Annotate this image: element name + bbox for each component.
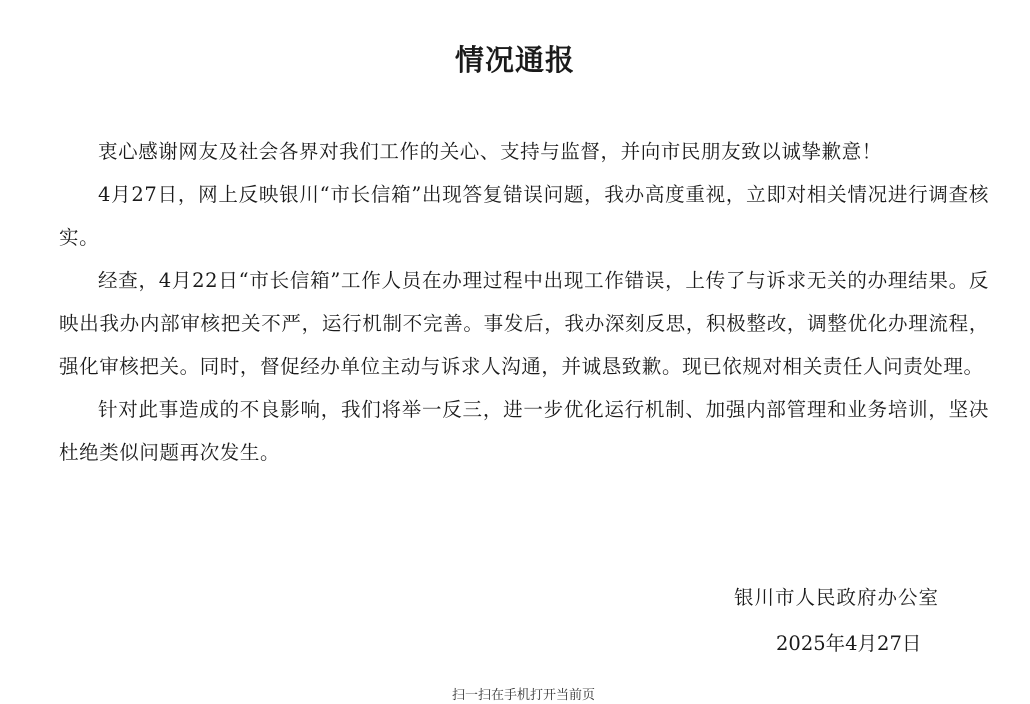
paragraph-4: 针对此事造成的不良影响，我们将举一反三，进一步优化运行机制、加强内部管理和业务培训，坚决杜绝类似问题再次发生。 (59, 398, 989, 464)
document-title: 情况通报 (454, 43, 575, 77)
paragraph-3: 经查，4月22日“市长信箱”工作人员在办理过程中出现工作错误，上传了与诉求无关的办理结果。反映出我办内部审核把关不严，运行机制不完善。事发后，我办深刻反思，积极整改，调整优化办理流程，强化审核把关。同时，督促经办单位主动与诉求人沟通，并诚恳致歉。现已依规对相关责任人问责处理。 (59, 269, 989, 378)
paragraph-1: 衷心感谢网友及社会各界对我们工作的关心、支持与监督，并向市民朋友致以诚挚歉意！ (98, 140, 882, 163)
paragraph-2: 4月27日，网上反映银川“市长信箱”出现答复错误问题，我办高度重视，立即对相关情况进行调查核实。 (59, 183, 989, 249)
document-body (59, 130, 989, 474)
qr-scan-hint[interactable]: 扫一扫在手机打开当前页 (452, 688, 596, 703)
issuer-signature: 银川市人民政府办公室 (734, 586, 940, 609)
issue-date: 2025年4月27日 (776, 632, 922, 655)
